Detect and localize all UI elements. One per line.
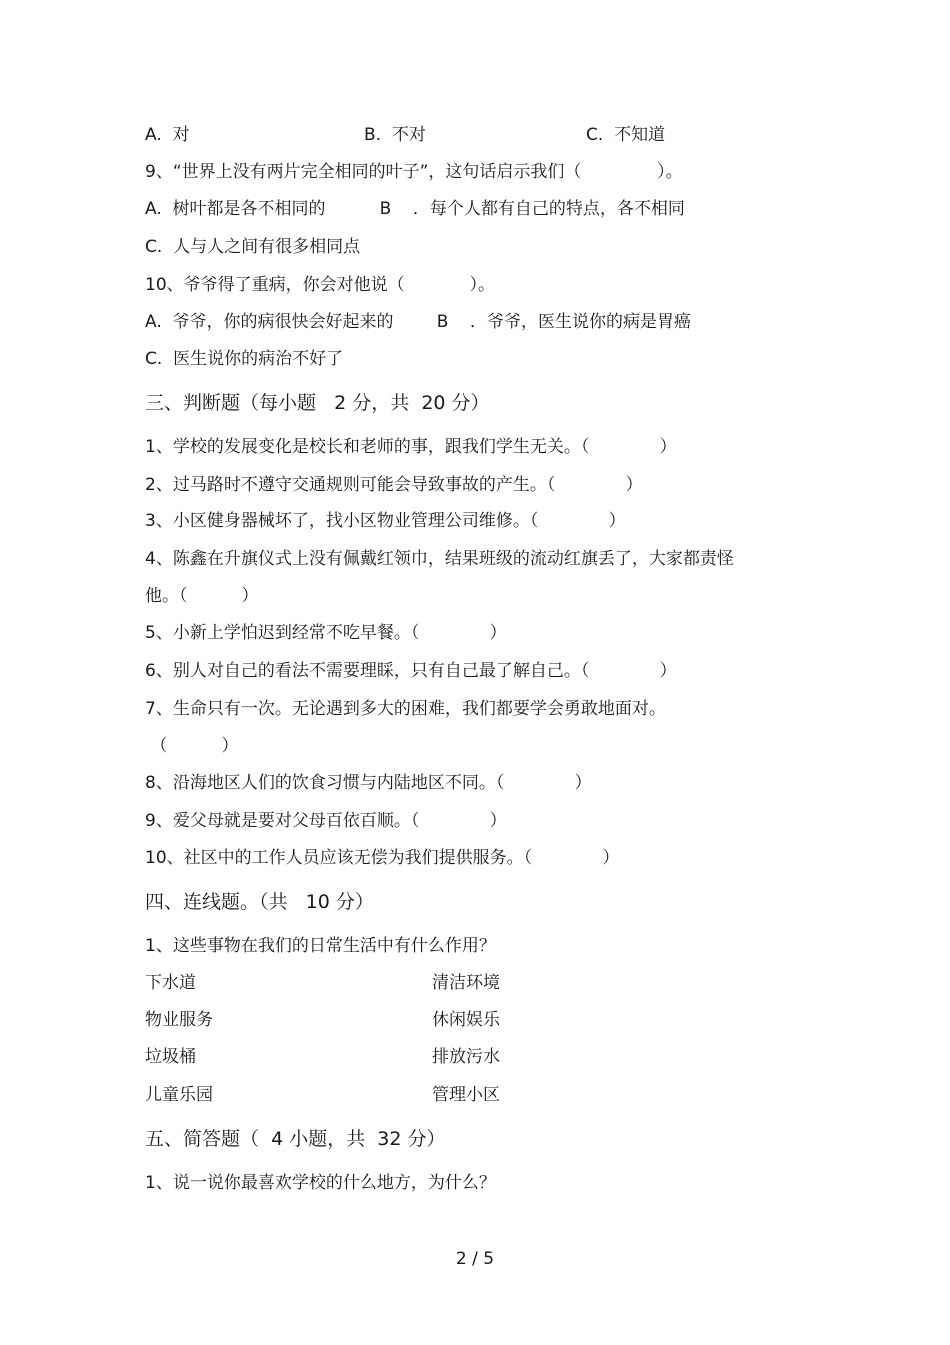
q8-option-b: B. 不对 bbox=[364, 125, 426, 145]
judgement-item: 7、生命只有一次。无论遇到多大的困难，我们都要学会勇敢地面对。 bbox=[145, 699, 666, 719]
q9-option-c: C. 人与人之间有很多相同点 bbox=[145, 237, 361, 257]
matching-right-item: 排放污水 bbox=[432, 1047, 500, 1067]
section3-heading: 三、判断题（每小题 2 分，共 20 分） bbox=[145, 392, 490, 414]
judgement-item-continuation: 他。（ ） bbox=[145, 586, 259, 606]
matching-left-item: 垃圾桶 bbox=[145, 1047, 196, 1067]
q8-option-c: C. 不知道 bbox=[586, 125, 666, 145]
short-answer-question: 1、说一说你最喜欢学校的什么地方，为什么？ bbox=[145, 1173, 496, 1193]
q9-stem: 9、“世界上没有两片完全相同的叶子”，这句话启示我们（ ）。 bbox=[145, 162, 683, 182]
judgement-item: 2、过马路时不遵守交通规则可能会导致事故的产生。（ ） bbox=[145, 475, 643, 495]
q9-options-ab: A. 树叶都是各不相同的 B ．每个人都有自己的特点，各不相同 bbox=[145, 199, 685, 219]
judgement-item: 1、学校的发展变化是校长和老师的事，跟我们学生无关。（ ） bbox=[145, 437, 677, 457]
matching-left-item: 物业服务 bbox=[145, 1010, 213, 1030]
judgement-item: 6、别人对自己的看法不需要理睬，只有自己最了解自己。（ ） bbox=[145, 661, 677, 681]
judgement-item-continuation: （ ） bbox=[145, 736, 239, 756]
q10-options-ab: A. 爷爷，你的病很快会好起来的 B ．爷爷，医生说你的病是胃癌 bbox=[145, 312, 692, 332]
section4-heading: 四、连线题。（共 10 分） bbox=[145, 891, 374, 913]
matching-right-item: 休闲娱乐 bbox=[432, 1010, 500, 1030]
judgement-item: 8、沿海地区人们的饮食习惯与内陆地区不同。（ ） bbox=[145, 773, 592, 793]
judgement-item: 10、社区中的工作人员应该无偿为我们提供服务。（ ） bbox=[145, 848, 620, 868]
section5-heading: 五、简答题（ 4 小题，共 32 分） bbox=[145, 1128, 446, 1150]
q10-stem: 10、爷爷得了重病，你会对他说（ ）。 bbox=[145, 275, 495, 295]
matching-right-item: 管理小区 bbox=[432, 1085, 500, 1105]
matching-left-item: 下水道 bbox=[145, 973, 196, 993]
matching-right-item: 清洁环境 bbox=[432, 973, 500, 993]
judgement-item: 5、小新上学怕迟到经常不吃早餐。（ ） bbox=[145, 623, 507, 643]
q8-option-a: A. 对 bbox=[145, 125, 190, 145]
q10-option-c: C. 医生说你的病治不好了 bbox=[145, 349, 344, 369]
page-number: 2 / 5 bbox=[455, 1249, 495, 1269]
matching-left-item: 儿童乐园 bbox=[145, 1085, 213, 1105]
judgement-item: 4、陈鑫在升旗仪式上没有佩戴红领巾，结果班级的流动红旗丢了，大家都责怪 bbox=[145, 549, 734, 569]
matching-question: 1、这些事物在我们的日常生活中有什么作用？ bbox=[145, 936, 496, 956]
judgement-item: 3、小区健身器械坏了，找小区物业管理公司维修。（ ） bbox=[145, 511, 626, 531]
judgement-item: 9、爱父母就是要对父母百依百顺。（ ） bbox=[145, 811, 507, 831]
